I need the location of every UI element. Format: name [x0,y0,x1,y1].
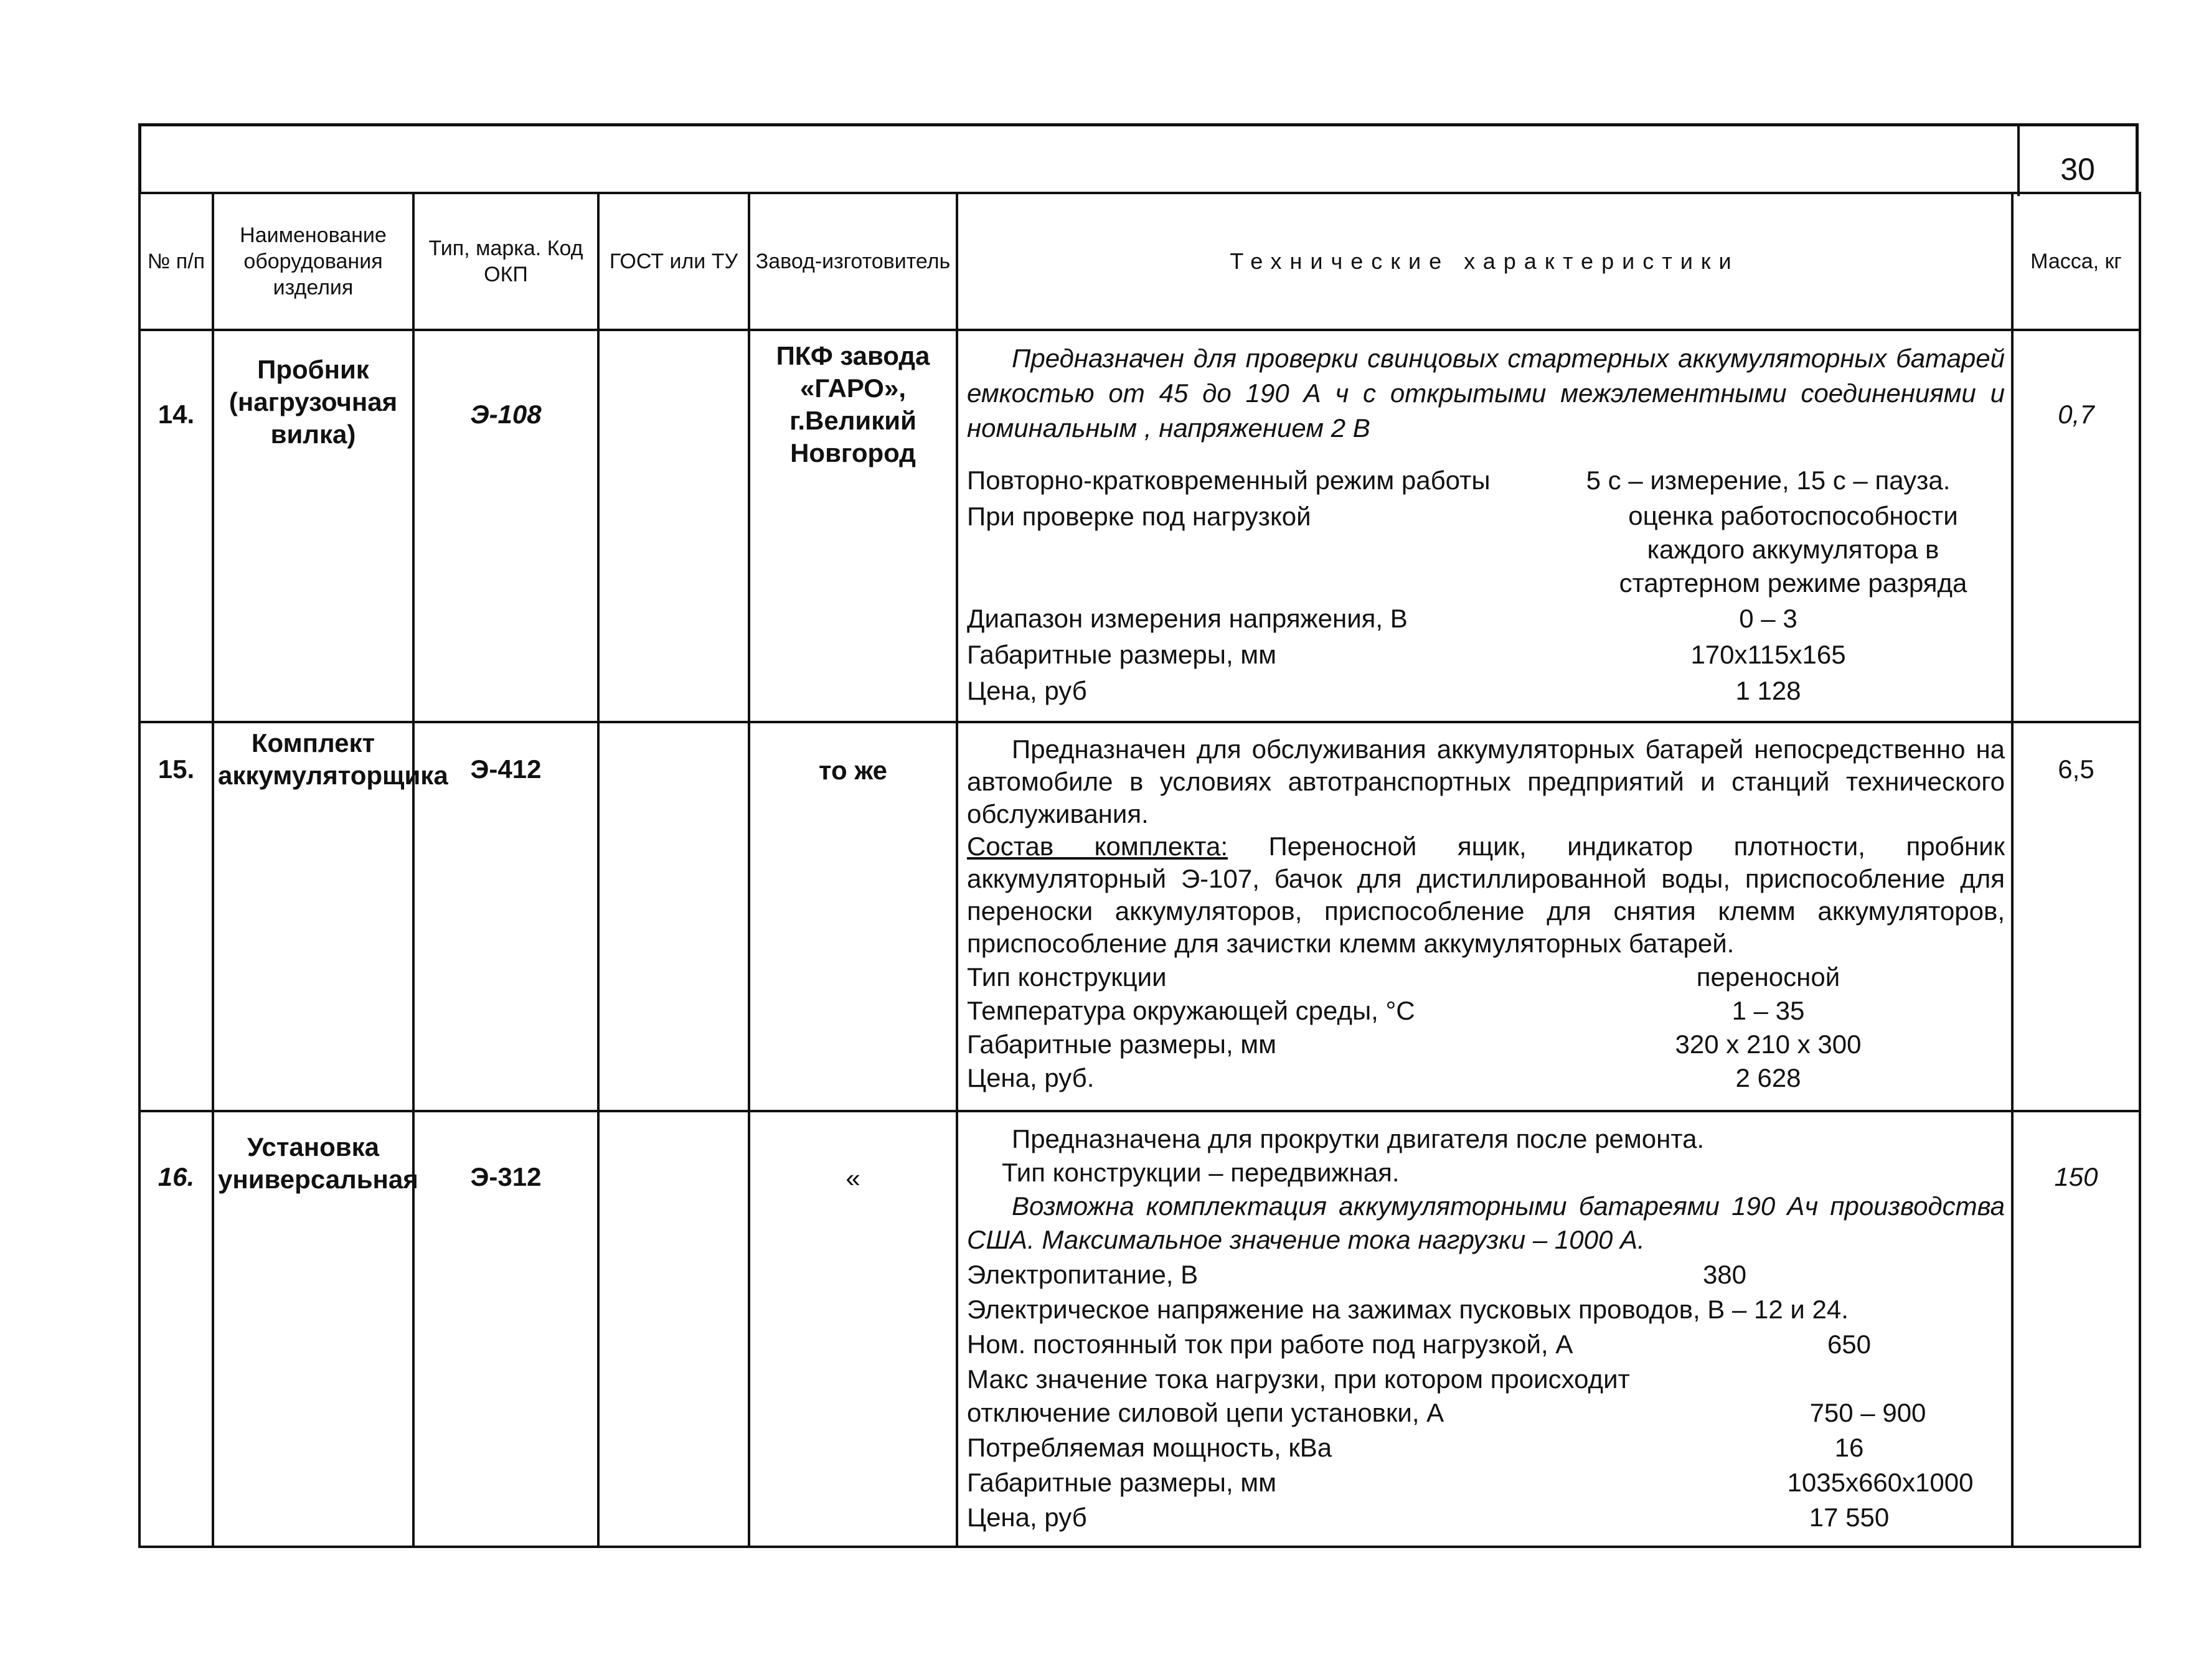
param-row [967,601,2005,636]
item-name-text: Комплект аккумуляторщика [218,728,448,790]
table-row [139,1111,2140,1547]
param-value: 2 628 [1735,1063,1801,1092]
param-row [967,995,2005,1027]
item-type: Э-312 [413,1111,598,1547]
param-name: Электропитание, В [967,1260,1199,1289]
page-number: 30 [2017,126,2136,196]
item-mass: 150 [2012,1111,2140,1547]
param-value: переносной [1696,962,1840,992]
item-description: Предназначена для прокрутки двигателя после ремонта. [1012,1124,1705,1153]
item-name-text: Пробник (нагрузочная вилка) [228,355,398,449]
param-name: Цена, руб [967,676,1087,705]
page-header-row [138,123,2139,193]
param-name: Габаритные размеры, мм [967,1030,1277,1059]
param-name: Электрическое напряжение на зажимах пусковых проводов, В – 12 и 24. [967,1295,1849,1324]
param-name: Тип конструкции [967,962,1167,992]
table-header-row [139,193,2140,330]
item-name-text: Установка универсальная [218,1132,418,1194]
item-type: Э-412 [413,722,598,1111]
param-name: Температура окружающей среды, °С [967,996,1415,1025]
param-row [967,1258,2005,1292]
param-name: Диапазон измерения напряжения, В [967,604,1408,633]
param-name: При проверке под нагрузкой [967,502,1311,531]
param-row [967,499,2005,600]
param-row [967,1466,2005,1499]
item-gost [598,722,749,1111]
param-name: Ном. постоянный ток при работе под нагрузкой, А [967,1330,1573,1359]
header-mass: Масса, кг [2012,193,2140,330]
header-tech: Технические характеристики [957,193,2012,330]
param-value: 0 – 3 [1739,604,1797,633]
header-num: № п/п [139,193,213,330]
param-name: Цена, руб. [967,1063,1095,1092]
item-mass: 0,7 [2012,330,2140,722]
item-type: Э-108 [413,330,598,722]
item-note: Возможна комплектация аккумуляторными батареями 190 Ач производства США. Максимальное значение тока нагрузки – 1000 А. [967,1191,2005,1254]
item-maker: « [749,1111,957,1547]
param-name: Габаритные размеры, мм [967,1468,1277,1497]
param-row [967,1028,2005,1061]
item-composition [967,830,2005,960]
param-name: Габаритные размеры, мм [967,640,1277,669]
item-construction: Тип конструкции – передвижная. [1002,1158,1400,1187]
equipment-spec-table [138,192,2141,1548]
param-row [967,1062,2005,1094]
header-gost: ГОСТ или ТУ [598,193,749,330]
item-tech [957,330,2012,722]
param-value: 1035х660х1000 [1787,1468,1974,1497]
param-value: 320 х 210 х 300 [1675,1030,1862,1059]
row-number: 14. [139,330,213,722]
param-value: 1 128 [1735,676,1801,705]
composition-text: Переносной ящик, индикатор плотности, пробник аккумуляторный Э-107, бачок для дистиллированной воды, приспособление для переноски аккумуляторов, приспособление для снятия клемм аккумуляторов, приспособление для зачистки клемм аккумуляторных батарей. [967,832,2005,958]
param-value: 380 [1702,1260,1747,1289]
item-gost [598,1111,749,1547]
param-row [967,961,2005,993]
item-mass: 6,5 [2012,722,2140,1111]
row-number: 15. [139,722,213,1111]
item-tech [957,722,2012,1111]
param-row [967,637,2005,672]
param-row [967,1501,2005,1534]
param-value: оценка работоспособности каждого аккумулятора в стартерном режиме разряда [1619,501,1967,598]
param-row [967,463,2005,498]
param-value: 5 с – измерение, 15 с – пауза. [1586,466,1951,495]
item-gost [598,330,749,722]
item-name [213,330,413,722]
param-row [967,673,2005,708]
header-name: Наименование оборудования изделия [213,193,413,330]
param-row [967,1328,2005,1361]
param-name: Потребляемая мощность, кВа [967,1433,1332,1462]
param-value: 170х115х165 [1690,640,1846,669]
item-maker: ПКФ завода «ГАРО», г.Великий Новгород [749,330,957,722]
item-description: Предназначен для обслуживания аккумуляторных батарей непосредственно на автомобиле в условиях автотранспортных предприятий и станций технического обслуживания. [967,734,2005,828]
param-row [967,1363,2005,1430]
param-row [967,1293,2005,1326]
header-type: Тип, марка. Код ОКП [413,193,598,330]
composition-label: Состав комплекта: [967,832,1228,861]
item-tech [957,1111,2012,1547]
param-value: 1 – 35 [1731,996,1805,1025]
param-name: Макс значение тока нагрузки, при котором происходит отключение силовой цепи установки, А [967,1364,1630,1427]
param-name: Цена, руб [967,1503,1087,1532]
item-name [213,1111,418,1547]
param-value: 17 550 [1809,1503,1890,1532]
header-maker: Завод-изготовитель [749,193,957,330]
row-number: 16. [139,1111,213,1547]
table-row [139,722,2140,1111]
item-name [213,722,448,1111]
param-value: 16 [1834,1433,1864,1462]
item-description: Предназначен для проверки свинцовых стартерных аккумуляторных батарей емкостью от 45 до 190 А ч с открытыми межэлементными соединениями и номинальным , напряжением 2 В [967,344,2005,443]
param-value: 750 – 900 [1809,1398,1926,1427]
param-row [967,1431,2005,1465]
item-maker: то же [749,722,957,1111]
param-name: Повторно-кратковременный режим работы [967,466,1491,495]
table-row [139,330,2140,722]
param-value: 650 [1827,1330,1872,1359]
